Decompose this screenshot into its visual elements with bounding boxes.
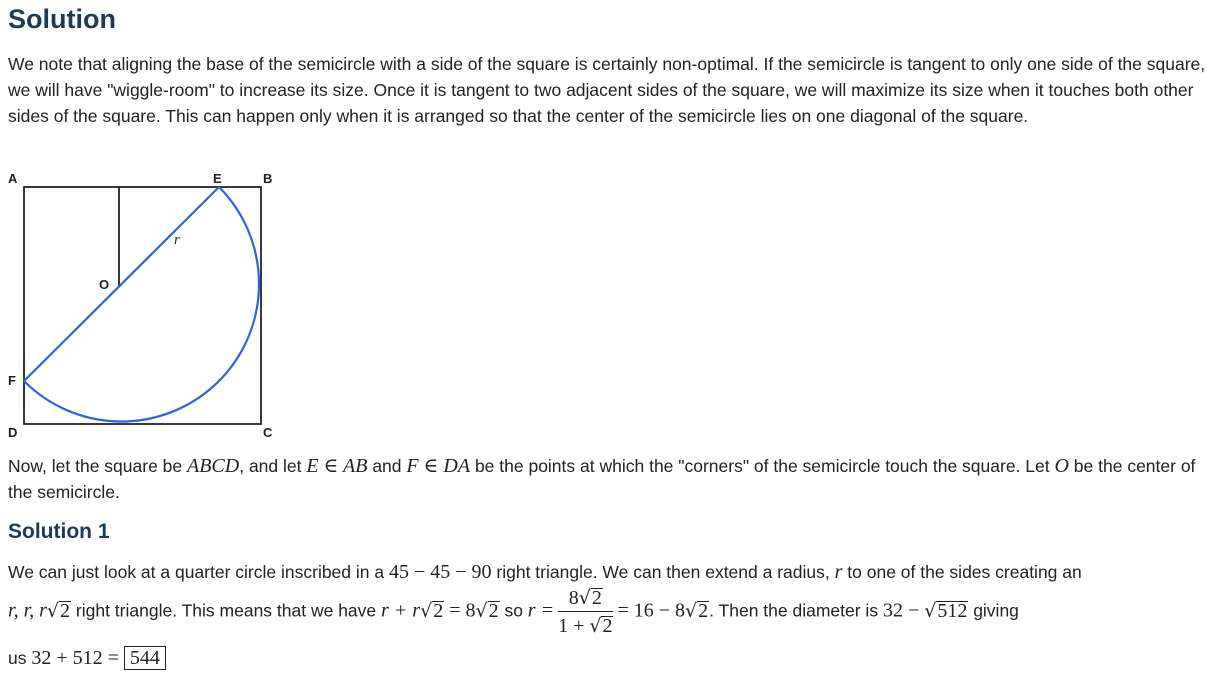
s1-text-3: to one of the sides creating an <box>842 562 1082 582</box>
math-e-in-ab: E ∈ AB <box>306 455 368 477</box>
sqrt-2-c: √2 <box>475 599 499 622</box>
solution-heading: Solution <box>8 4 116 34</box>
label-r: r <box>174 232 180 248</box>
s1-text-5: so <box>499 600 528 621</box>
math-abcd: ABCD <box>187 455 240 477</box>
setup-paragraph <box>8 453 1208 505</box>
answer-box: 544 <box>124 646 166 670</box>
label-c: C <box>263 425 273 440</box>
math-32-plus-512: 32 + 512 = <box>31 647 124 669</box>
label-a: A <box>8 171 18 186</box>
math-r: r <box>834 561 843 583</box>
setup-text-2: , and let <box>239 456 307 476</box>
math-45-45-90: 45 − 45 − 90 <box>388 561 492 583</box>
intro-paragraph: We note that aligning the base of the semicircle with a side of the square is certainly non-optimal. If the semicircle is tangent to only one side of the square, we will have "wiggle-room" to increase its size. Once it is tangent to two adjacent sides of the square, we will maximize its size when it touches both other sides of the square. This can happen only when it is arranged so that the center of the semicircle lies on one diagonal of the square. <box>8 54 1206 126</box>
semicircle-diameter-ef <box>24 187 219 381</box>
math-r-eq: r = <box>527 599 555 622</box>
square-abcd <box>24 187 261 424</box>
s1-text-1: We can just look at a quarter circle inscribed in a <box>8 562 389 582</box>
s1-text-4: right triangle. This means that we have <box>71 600 382 621</box>
setup-text-4: be the points at which the "corners" of the semicircle touch the square. Let <box>470 456 1055 476</box>
math-eq-8: = 8 <box>444 599 476 622</box>
s1-text-6: . Then the diameter is <box>709 600 883 621</box>
label-f: F <box>8 373 16 388</box>
math-r-plus-r: r + r <box>381 599 421 622</box>
math-16-minus-8: = 16 − 8 <box>617 599 686 622</box>
solution1-line-1 <box>8 561 1082 584</box>
sqrt-2-a: √2 <box>46 599 71 622</box>
solution1-line-2 <box>8 586 1019 638</box>
semicircle-arc <box>24 187 259 421</box>
sqrt-2-d: √2 <box>685 599 709 622</box>
s1-text-8: us <box>8 648 32 668</box>
solution-1-heading: Solution 1 <box>8 520 110 543</box>
sqrt-512: √512 <box>924 599 968 622</box>
setup-text-3: and <box>367 456 407 476</box>
math-r-r-r: r, r, r <box>8 599 47 622</box>
setup-text-1: Now, let the square be <box>8 456 187 476</box>
label-e: E <box>213 171 222 186</box>
label-b: B <box>263 171 273 186</box>
solution1-line-3 <box>8 647 166 670</box>
math-f-in-da: F ∈ DA <box>406 455 471 477</box>
sqrt-2-b: √2 <box>420 599 444 622</box>
math-o: O <box>1054 455 1069 477</box>
label-o: O <box>99 277 110 292</box>
semicircle-in-square-diagram <box>0 167 300 442</box>
label-d: D <box>8 425 18 440</box>
setup-text-5: be the center of the semicircle. <box>8 456 1196 502</box>
s1-text-2: right triangle. We can then extend a radius, <box>491 562 835 582</box>
fraction-8root2-over-1plusroot2: $\frac{8√2}{1 + √2}$ <box>558 587 613 637</box>
s1-text-7: giving <box>968 600 1019 621</box>
math-32-minus: 32 − <box>882 599 925 622</box>
